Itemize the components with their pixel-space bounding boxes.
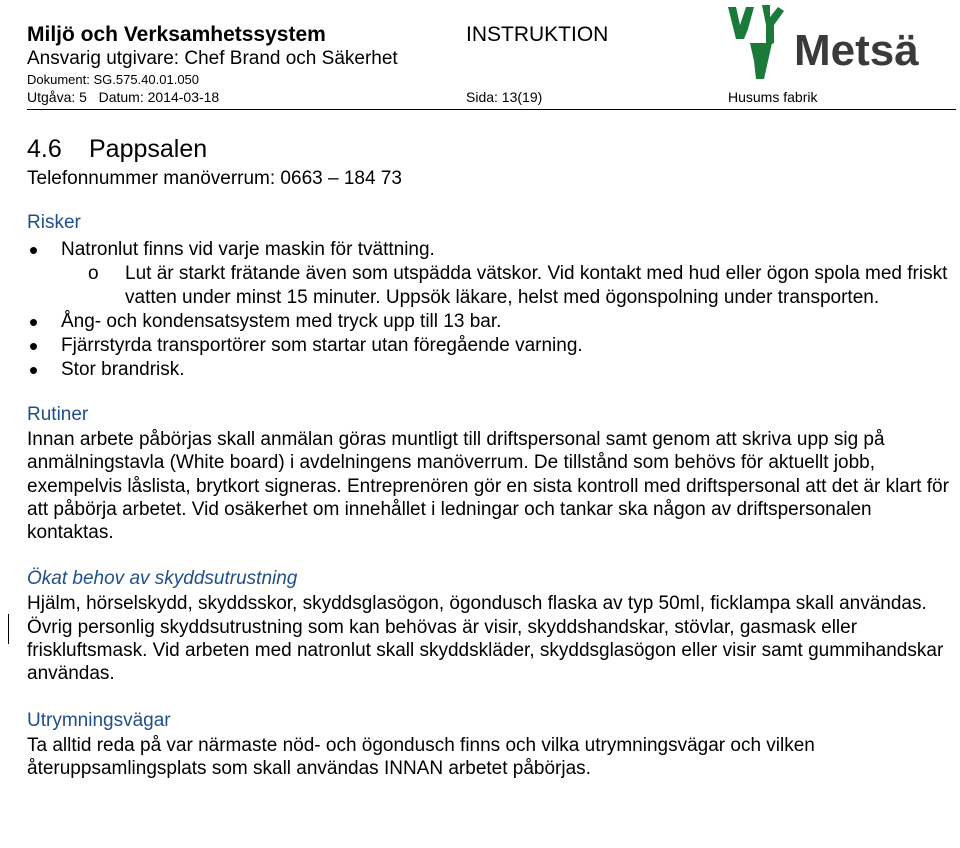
page-number: Sida: 13(19) (466, 89, 543, 105)
responsible-publisher: Ansvarig utgivare: Chef Brand och Säkerhet (27, 48, 398, 69)
section-number: 4.6 (27, 135, 62, 163)
risk-subitem (27, 262, 955, 310)
document-body (27, 132, 955, 780)
logo-wordmark: Metsä (794, 26, 919, 75)
metsa-logo (722, 3, 922, 89)
phone-number: Telefonnummer manöverrum: 0663 – 184 73 (27, 168, 402, 189)
document-number: Dokument: SG.575.40.01.050 (27, 72, 200, 87)
risk-subitem-text: Lut är starkt frätande även som utspädda vätskor. Vid kontakt med hud eller ögon spola med friskt vatten under minst 15 minuter. Uppsök läkare, helst med ögonspolning under transporten. (125, 263, 948, 308)
header-divider (27, 109, 956, 110)
risk-item: Ång- och kondensatsystem med tryck upp till 13 bar. (27, 310, 955, 334)
protection-heading: Ökat behov av skyddsutrustning (27, 568, 298, 590)
section-title (27, 132, 955, 166)
system-name: Miljö och Verksamhetssystem (27, 23, 326, 46)
risks-heading: Risker (27, 212, 81, 233)
release-date: Utgåva: 5 Datum: 2014-03-18 (27, 89, 220, 105)
protection-text: Hjälm, hörselskydd, skyddsskor, skyddsglasögon, ögondusch flaska av typ 50ml, ficklampa skall användas. Övrig personlig skyddsutrustning som kan behövas är visir, skyddshandskar, stövlar, gasmask eller friskluftsmask. Vid arbeten med natronlut skall skyddskläder, skyddsglasögon eller visir samt gummihandskar användas. (27, 593, 944, 685)
escape-text: Ta alltid reda på var närmaste nöd- och ögondusch finns och vilka utrymningsvägar och vilken återuppsamlingsplats som skall användas INNAN arbetet påbörjas. (27, 734, 815, 779)
section-name: Pappsalen (89, 135, 208, 163)
risk-item: Stor brandrisk. (27, 358, 955, 382)
escape-heading: Utrymningsvägar (27, 709, 171, 731)
routines-heading: Rutiner (27, 404, 89, 425)
routines-text: Innan arbete påbörjas skall anmälan göras muntligt till driftspersonal samt genom att skriva upp sig på anmälningstavla (White board) i avdelningens manöverrum. De tillstånd som behövs för aktuellt jobb, exempelvis låslista, brytkort signeras. Entreprenören gör en sista kontroll med driftspersonal att det är klart för att påbörja arbetet. Vid osäkerhet om innehållet i ledningar och tankar ska någon av driftspersonalen kontaktas. (27, 429, 949, 544)
risk-item: Natronlut finns vid varje maskin för tvättning. (27, 238, 955, 262)
document-type: INSTRUKTION (466, 23, 609, 46)
risk-list (27, 238, 955, 382)
risk-item: Fjärrstyrda transportörer som startar utan föregående varning. (27, 334, 955, 358)
change-bar (8, 614, 9, 644)
mill-name: Husums fabrik (728, 89, 818, 105)
